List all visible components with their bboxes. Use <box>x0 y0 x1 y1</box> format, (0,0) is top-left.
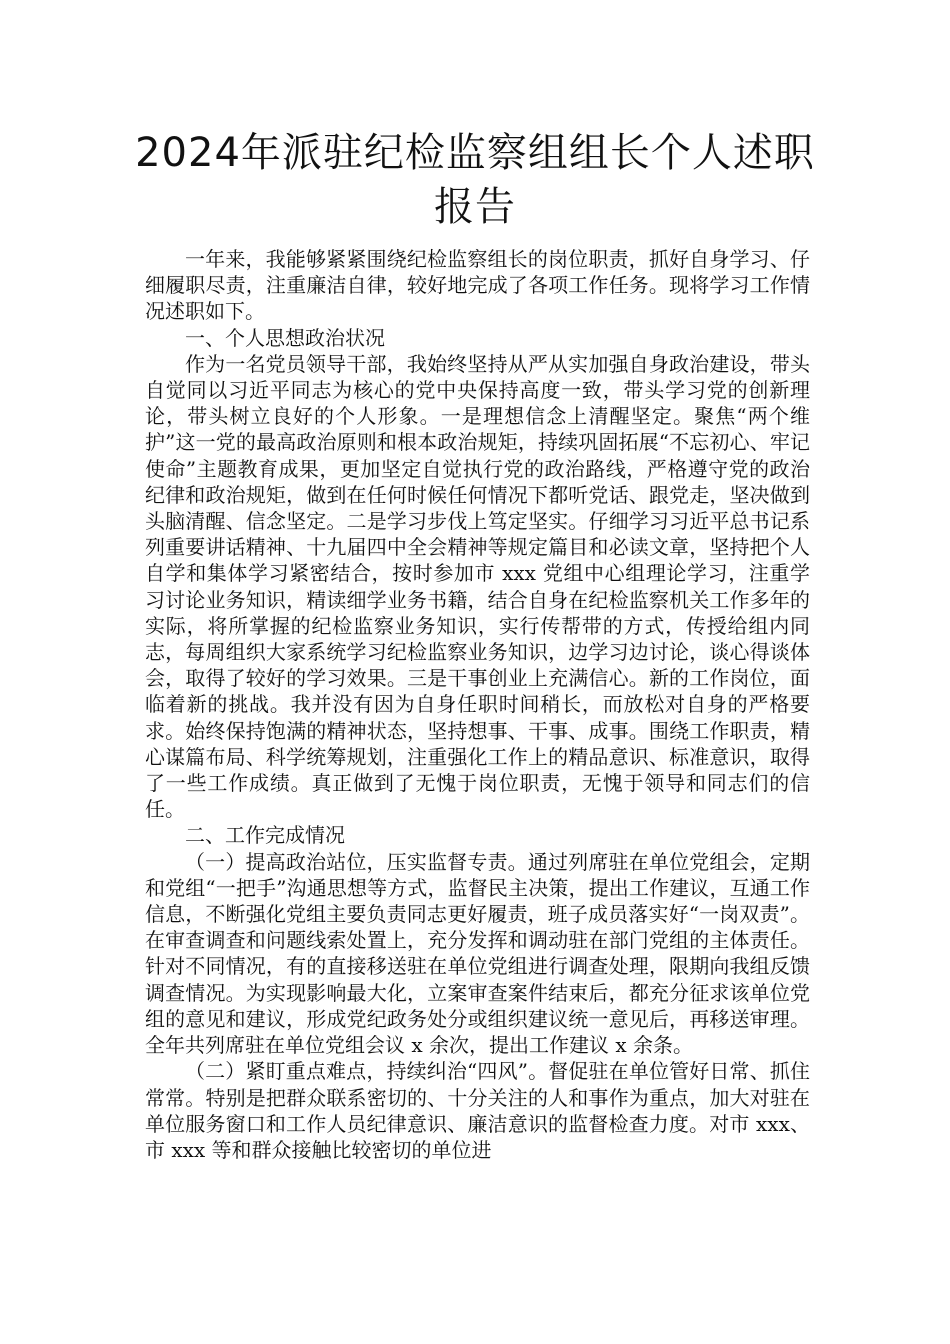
intro-paragraph: 一年来，我能够紧紧围绕纪检监察组长的岗位职责，抓好自身学习、仔细履职尽责，注重廉洁自律，较好地完成了各项工作任务。现将学习工作情况述职如下。 <box>145 247 810 324</box>
section-1-paragraph: 作为一名党员领导干部，我始终坚持从严从实加强自身政治建设，带头自觉同以习近平同志为核心的党中央保持高度一致，带头学习党的创新理论，带头树立良好的个人形象。一是理想信念上清醒坚定。聚焦“两个维护”这一党的最高政治原则和根本政治规矩，持续巩固拓展“不忘初心、牢记使命”主题教育成果，更加坚定自觉执行党的政治路线，严格遵守党的政治纪律和政治规矩，做到在任何时候任何情况下都听党话、跟党走，坚决做到头脑清醒、信念坚定。二是学习步伐上笃定坚实。仔细学习习近平总书记系列重要讲话精神、十九届四中全会精神等规定篇目和必读文章，坚持把个人自学和集体学习紧密结合，按时参加市 xxx 党组中心组理论学习，注重学习讨论业务知识，精读细学业务书籍，结合自身在纪检监察机关工作多年的实际，将所掌握的纪检监察业务知识，实行传帮带的方式，传授给组内同志，每周组织大家系统学习纪检监察业务知识，边学习边讨论，谈心得谈体会，取得了较好的学习效果。三是干事创业上充满信心。新的工作岗位，面临着新的挑战。我并没有因为自身任职时间稍长，而放松对自身的严格要求。始终保持饱满的精神状态，坚持想事、干事、成事。围绕工作职责，精心谋篇布局、科学统筹规划，注重强化工作上的精品意识、标准意识，取得了一些工作成绩。真正做到了无愧于岗位职责，无愧于领导和同志们的信任。 <box>145 351 810 822</box>
section-2-paragraph-2: （二）紧盯重点难点，持续纠治“四风”。督促驻在单位管好日常、抓住常常。特别是把群众联系密切的、十分关注的人和事作为重点，加大对驻在单位服务窗口和工作人员纪律意识、廉洁意识的监督检查力度。对市 xxx、市 xxx 等和群众接触比较密切的单位进 <box>145 1059 810 1162</box>
section-heading-1: 一、个人思想政治状况 <box>185 325 385 350</box>
document-body <box>145 246 810 1163</box>
document-title: 2024年派驻纪检监察组组长个人述职报告 <box>135 130 815 230</box>
section-2-paragraph-1: （一）提高政治站位，压实监督专责。通过列席驻在单位党组会，定期和党组“一把手”沟通思想等方式，监督民主决策，提出工作建议，互通工作信息，不断强化党组主要负责同志更好履责，班子成员落实好“一岗双责”。在审查调查和问题线索处置上，充分发挥和调动驻在部门党组的主体责任。针对不同情况，有的直接移送驻在单位党组进行调查处理，限期向我组反馈调查情况。为实现影响最大化，立案审查案件结束后，都充分征求该单位党组的意见和建议，形成党纪政务处分或组织建议统一意见后，再移送审理。全年共列席驻在单位党组会议 x 余次，提出工作建议 x 余条。 <box>145 849 810 1058</box>
section-heading-2: 二、工作完成情况 <box>185 823 345 848</box>
